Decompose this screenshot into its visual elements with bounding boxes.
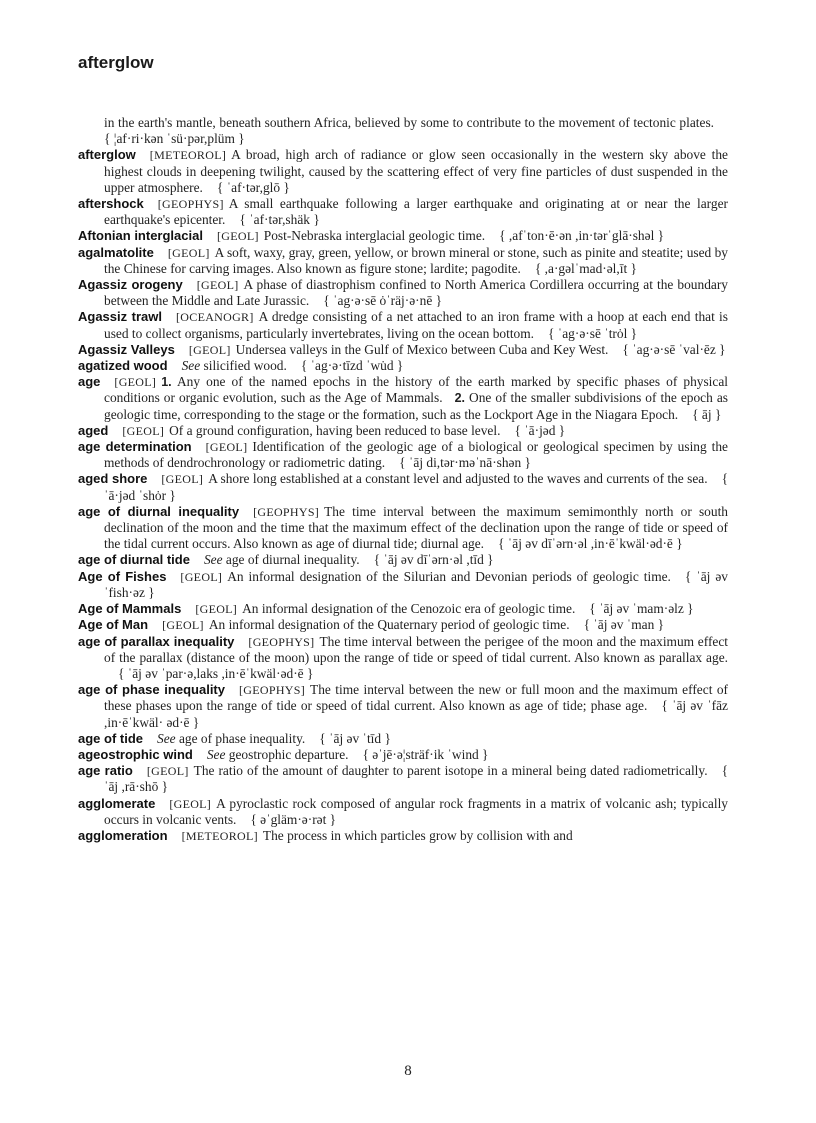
entry-definition: The ratio of the amount of daughter to parent isotope in a mineral being dated radiometrically. (193, 763, 708, 779)
entry-headword: Agassiz trawl (78, 309, 162, 325)
entry-definition: A small earthquake following a larger earthquake and originating at or near the larger earthquake's epicenter. (104, 196, 728, 228)
entry-headword: Agassiz orogeny (78, 277, 183, 293)
entry-pronunciation: { əˈjē·ə¦sträf·ik ˈwind } (362, 746, 489, 762)
page-number: 8 (404, 1063, 412, 1079)
entry-pronunciation: { ˈāj əv ˈfāz ,in·ēˈkwäl· əd·ē } (104, 698, 728, 730)
entry-list (78, 115, 728, 844)
dictionary-entry (78, 423, 728, 439)
entry-field-label: [GEOL] (196, 278, 239, 293)
entry-pronunciation: { ,afˈton·ē·ən ,in·tərˈglā·shəl } (499, 228, 665, 244)
entry-headword: Age of Mammals (78, 601, 182, 617)
dictionary-entry (78, 374, 728, 423)
entry-pronunciation: { āj } (692, 406, 722, 422)
entry-pronunciation: { ˈag·ə·sē ȯˈräj·ə·nē } (323, 293, 443, 309)
entry-headword: agglomerate (78, 795, 156, 811)
entry-definition: Of a ground configuration, having been reduced to base level. (169, 422, 501, 438)
entry-see-reference: See (206, 746, 226, 762)
entry-definition: One of the smaller subdivisions of the epoch as geologic time, corresponding to the stage or the formation, such as the Lockport Age in the Niagara Epoch. (104, 390, 728, 422)
entry-field-label: [OCEANOGR] (176, 310, 254, 325)
entry-pronunciation: { ˈag·ə·sē ˈtrȯl } (548, 325, 638, 341)
entry-pronunciation: { ˈāj əv ˈman } (583, 617, 665, 633)
entry-headword: age of phase inequality (78, 682, 225, 698)
entry-pronunciation: { ˈaf·tər,glō } (216, 179, 290, 195)
entry-field-label: [GEOL] (169, 796, 212, 811)
dictionary-entry (78, 763, 728, 795)
entry-definition: Undersea valleys in the Gulf of Mexico between Cuba and Key West. (235, 341, 609, 357)
entry-pronunciation: { ˈāj əv ˈmam·əlz } (589, 601, 694, 617)
entry-headword: agglomeration (78, 827, 168, 843)
entry-definition: A broad, high arch of radiance or glow seen occasionally in the western sky above the highest clouds in deepening twilight, caused by the scattering effect of very fine particles of dust suspended in the upper atmosphere. (104, 147, 728, 195)
entry-definition: Post-Nebraska interglacial geologic time. (263, 228, 486, 244)
sense-number: 2. (454, 391, 466, 406)
entry-field-label: [GEOPHYS] (253, 504, 320, 519)
entry-headword: aged shore (78, 471, 148, 487)
entry-field-label: [GEOL] (161, 472, 204, 487)
entry-pronunciation: { əˈgläm·ə·rət } (250, 811, 337, 827)
entry-field-label: [GEOL] (122, 423, 165, 438)
entry-definition: geostrophic departure. (228, 746, 349, 762)
dictionary-entry (78, 439, 728, 471)
entry-field-label: [GEOPHYS] (239, 683, 306, 698)
dictionary-entry (78, 569, 728, 601)
entry-headword: age of tide (78, 730, 144, 746)
dictionary-entry (78, 228, 728, 244)
entry-headword: agatized wood (78, 358, 168, 374)
entry-pronunciation: { ˈāj əv dīˈərn·əl ,in·ēˈkwäl·əd·ē } (498, 536, 683, 552)
entry-definition: The time interval between the new or full moon and the maximum effect of these phases upon the range of tide or speed of tidal current. Also known as age of tide; phase age. (104, 682, 728, 714)
entry-headword: agalmatolite (78, 244, 154, 260)
entry-pronunciation: { ,a·gəlˈmad·əl,īt } (534, 260, 637, 276)
entry-headword: Aftonian interglacial (78, 228, 203, 244)
entry-headword: age of parallax inequality (78, 633, 235, 649)
dictionary-entry (78, 617, 728, 633)
dictionary-entry (78, 747, 728, 763)
dictionary-entry (78, 196, 728, 228)
entry-pronunciation: { ˈag·ə·tīzd ˈwu̇d } (300, 358, 404, 374)
entry-pronunciation: { ˈāj əv ˈpar·ə,laks ,in·ēˈkwäl·əd·ē } (118, 665, 314, 681)
entry-field-label: [GEOL] (146, 764, 189, 779)
entry-definition: An informal designation of the Cenozoic era of geologic time. (242, 601, 576, 617)
dictionary-entry (78, 471, 728, 503)
running-head: afterglow (78, 53, 154, 72)
entry-field-label: [GEOL] (195, 602, 238, 617)
entry-definition: A shore long established at a constant level and adjusted to the waves and currents of the sea. (208, 471, 708, 487)
entry-pronunciation: { ˈāj əv ˈfish·əz } (104, 568, 728, 600)
entry-definition: An informal designation of the Silurian and Devonian periods of geologic time. (227, 568, 671, 584)
dictionary-entry (78, 245, 728, 277)
dictionary-entry (78, 115, 728, 147)
dictionary-entry (78, 552, 728, 568)
entry-field-label: [METEOROL] (181, 828, 258, 843)
entry-pronunciation: { ˈāj əv dīˈərn·əl ,tīd } (373, 552, 494, 568)
dictionary-entry (78, 342, 728, 358)
dictionary-entry (78, 504, 728, 553)
entry-pronunciation: { ˈāj əv ˈtīd } (319, 730, 391, 746)
entry-headword: age ratio (78, 763, 133, 779)
entry-headword: age of diurnal inequality (78, 503, 240, 519)
sense-number: 1. (161, 375, 172, 390)
entry-pronunciation: { ˈāj ,rā·shō } (104, 763, 728, 795)
entry-headword: Agassiz Valleys (78, 341, 175, 357)
entry-see-reference: See (157, 730, 176, 746)
entry-definition: A phase of diastrophism confined to North America Cordillera occurring at the boundary between the Middle and Late Jurassic. (104, 277, 728, 309)
entry-definition: A pyroclastic rock composed of angular rock fragments in a matrix of volcanic ash; typically occurs in volcanic vents. (104, 795, 728, 827)
entry-field-label: [GEOPHYS] (157, 197, 224, 212)
dictionary-entry (78, 358, 728, 374)
dictionary-entry (78, 309, 728, 341)
entry-field-label: [GEOL] (114, 375, 157, 390)
dictionary-entry (78, 828, 728, 844)
entry-headword: age (78, 374, 101, 390)
entry-headword: ageostrophic wind (78, 746, 193, 762)
entry-definition: in the earth's mantle, beneath southern Africa, believed by some to contribute to the movement of tectonic plates. (104, 115, 714, 130)
entry-pronunciation: { ˈā·jəd ˈshȯr } (104, 471, 729, 503)
entry-field-label: [METEOROL] (149, 148, 227, 163)
entry-headword: Age of Fishes (78, 568, 167, 584)
entry-see-reference: See (203, 552, 223, 568)
entry-definition: The time interval between the perigee of the moon and the maximum effect of the parallax (distance of the moon) upon the range of tide or speed of tidal current. Also known as parallax age. (104, 633, 729, 665)
entry-field-label: [GEOL] (162, 618, 204, 633)
entry-headword: Age of Man (78, 617, 149, 633)
entry-definition: Any one of the named epochs in the history of the earth marked by specific phases of physical conditions or organic evolution, such as the Age of Mammals. (104, 374, 728, 406)
dictionary-entry (78, 277, 728, 309)
entry-headword: age of diurnal tide (78, 552, 190, 568)
entry-definition: Identification of the geologic age of a biological or geological specimen by using the methods of dendrochronology or radiometric dating. (104, 439, 729, 471)
entry-pronunciation: { ˈāj di,tər·məˈnā·shən } (399, 455, 531, 471)
entry-field-label: [GEOL] (205, 440, 248, 455)
entry-pronunciation: { ˈā·jəd } (514, 422, 566, 438)
entry-headword: aged (78, 422, 109, 438)
entry-field-label: [GEOL] (180, 569, 223, 584)
dictionary-entry (78, 601, 728, 617)
entry-definition: age of diurnal inequality. (225, 552, 360, 568)
dictionary-entry (78, 147, 728, 196)
entry-definition: A soft, waxy, gray, green, yellow, or brown mineral or stone, such as pinite and steatite; used by the Chinese for carving images. Also known as figure stone; lardite; pagodite. (104, 244, 728, 276)
entry-definition: age of phase inequality. (178, 730, 306, 746)
entry-field-label: [GEOL] (167, 245, 210, 260)
entry-headword: aftershock (78, 196, 144, 212)
entry-field-label: [GEOPHYS] (248, 634, 315, 649)
entry-see-reference: See (181, 358, 201, 374)
dictionary-entry (78, 731, 728, 747)
entry-pronunciation: { ¦af·ri·kən ˈsü·pər,plüm } (104, 131, 245, 147)
entry-definition: The process in which particles grow by collision with and (262, 827, 573, 843)
dictionary-entry (78, 634, 728, 683)
entry-definition: An informal designation of the Quaternary period of geologic time. (208, 617, 570, 633)
entry-headword: age determination (78, 439, 192, 455)
entry-definition: The time interval between the maximum semimonthly north or south declination of the moon and the time that the maximum effect of the declination upon the range of tide or speed of the tidal current occurs. Also known as age of diurnal tide; diurnal age. (104, 503, 728, 552)
entry-definition: A dredge consisting of a net attached to an iron frame with a hoop at each end that is used to collect organisms, particularly invertebrates, living on the ocean bottom. (104, 309, 728, 341)
entry-pronunciation: { ˈaf·tər,shäk } (239, 212, 320, 228)
entry-field-label: [GEOL] (216, 229, 259, 244)
dictionary-entry (78, 796, 728, 828)
entry-headword: afterglow (78, 147, 136, 163)
dictionary-entry (78, 682, 728, 731)
entry-pronunciation: { ˈag·ə·sē ˈval·ēz } (622, 341, 726, 357)
entry-field-label: [GEOL] (188, 342, 231, 357)
entry-definition: silicified wood. (203, 358, 287, 374)
